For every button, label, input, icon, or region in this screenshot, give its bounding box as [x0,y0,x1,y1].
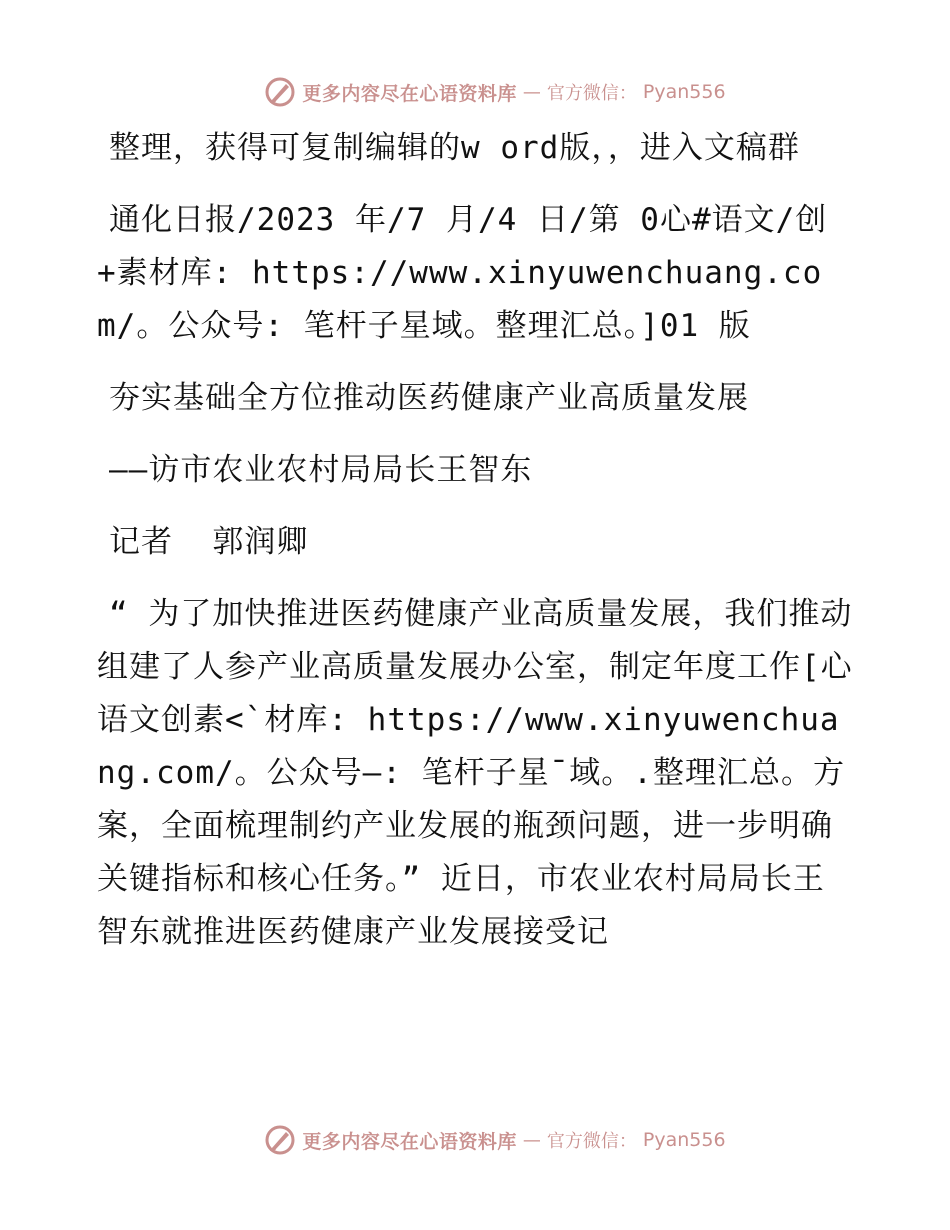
brush-logo-icon [264,76,296,108]
banner-wechat-label: 官方微信： [546,83,637,104]
paragraph-body: “ 为了加快推进医药健康产业高质量发展，我们推动组建了人参产业高质量发展办公室，制定年度工作[心语文创素<`材库: https://www.xinyuwenchuang.com/。公众号—: 笔杆子星¯域。.整理汇总。方案，全面梳理制约产业发展的瓶颈问题，进一步明确关键指标和核心任务。” 近日，市农业农村局局长王智东就推进医药健康产业发展接受记 [97,596,853,950]
header-watermark-banner [0,72,950,112]
banner-separator: — [522,1129,541,1151]
banner-wechat-id: Pyan556 [642,81,726,103]
paragraph-intro: 整理，获得可复制编辑的w ord版，，进入文稿群 [109,130,800,166]
paragraph-source: 通化日报/2023 年/7 月/4 日/第 0心#语文/创+素材库: https://www.xinyuwenchuang.com/。公众号: 笔杆子星域。整理汇总。]01 版 [97,202,828,344]
banner-slogan: 更多内容尽在心语资料库 [302,82,517,105]
footer-watermark-banner [0,1120,950,1160]
document-body [97,122,853,959]
banner-slogan: 更多内容尽在心语资料库 [302,1130,517,1153]
banner-wechat-label: 官方微信： [546,1131,637,1152]
banner-separator: — [522,81,541,103]
article-byline: 记者 郭润卿 [109,524,309,560]
article-subtitle: ——访市农业农村局局长王智东 [109,452,533,488]
banner-inner [224,1124,725,1156]
article-title: 夯实基础全方位推动医药健康产业高质量发展 [109,380,749,416]
banner-wechat-id: Pyan556 [642,1129,726,1151]
banner-inner [224,76,725,108]
brush-logo-icon [264,1124,296,1156]
